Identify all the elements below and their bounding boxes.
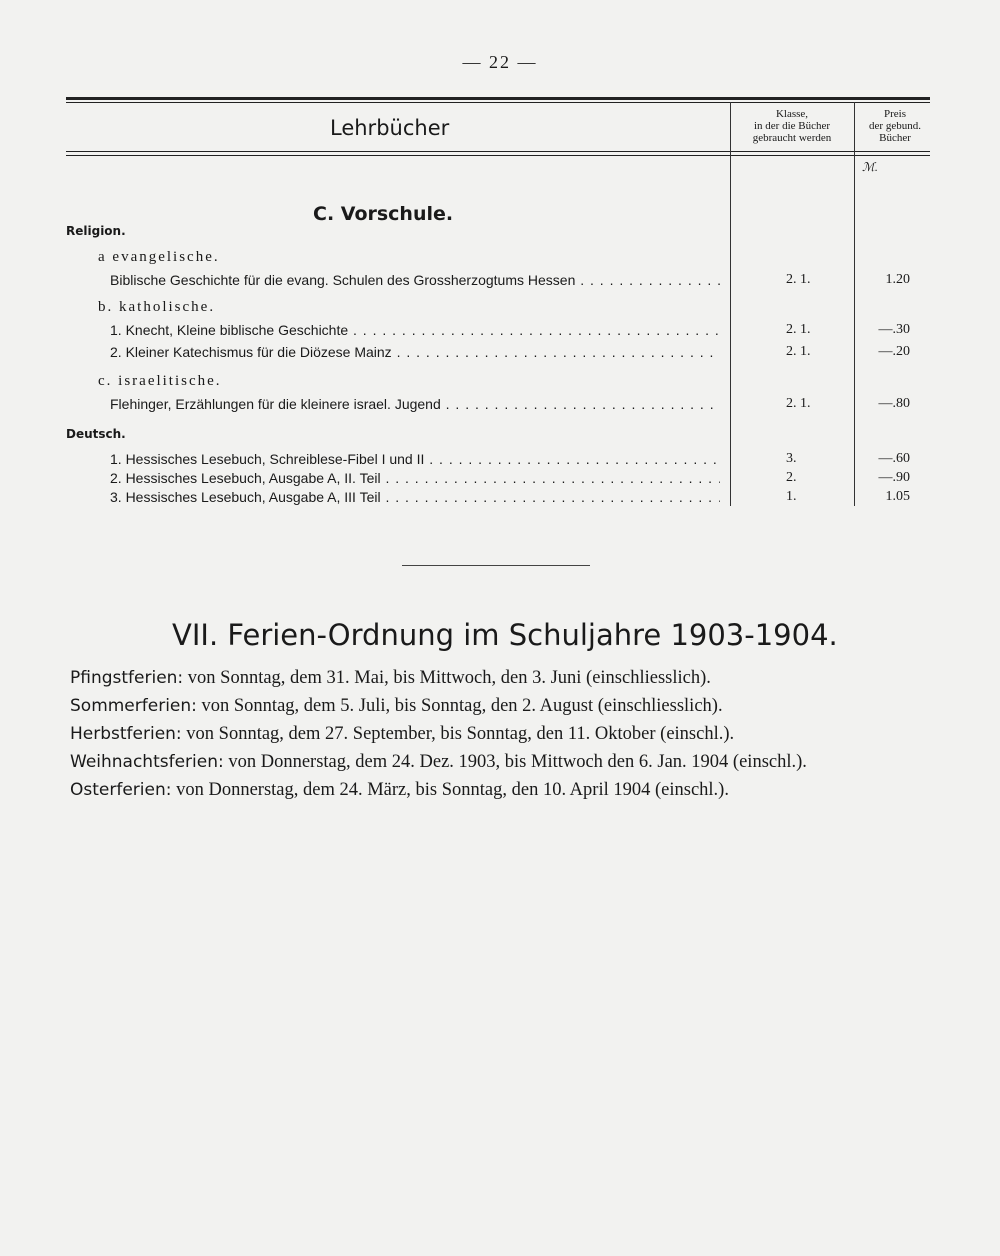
book-price: —.20 [878,344,910,359]
ferien-label: Pfingstferien: [70,668,184,688]
book-class: 2. [786,470,797,485]
book-price: —.60 [878,451,910,466]
ferien-heading: VII. Ferien-Ordnung im Schuljahre 1903-1904. [172,618,838,652]
section-divider [402,565,590,566]
page-number: — 22 — [462,52,538,72]
book-price: —.30 [878,322,910,337]
header-preis: Preis der gebund. Bücher [869,108,921,144]
table-row [110,344,920,362]
subcategory-katholische: b. katholische. [98,299,216,315]
ferien-label: Weihnachtsferien: [70,752,224,772]
header-rule-top-thin [66,102,930,103]
book-title: 2. Kleiner Katechismus für die Diözese Mainz . . . [110,344,720,360]
book-price: 1.20 [885,272,910,287]
ferien-label: Osterferien: [70,780,172,800]
book-title: 1. Knecht, Kleine biblische Geschichte . . . [110,322,720,338]
book-title: 1. Hessisches Lesebuch, Schreiblese-Fibel I und II . . . [110,451,720,467]
book-title: 2. Hessisches Lesebuch, Ausgabe A, II. Teil . . . [110,470,720,486]
ferien-line [70,752,807,773]
subcategory-evangelische: a evangelische. [98,249,220,265]
column-divider-preis [854,102,855,506]
book-class: 3. [786,451,797,466]
currency-symbol: ℳ. [862,160,878,174]
book-class: 2. 1. [786,322,811,337]
header-title: Lehrbücher [330,116,450,140]
header-rule-bottom [66,151,930,152]
book-class: 2. 1. [786,272,811,287]
category-religion: Religion. [66,224,126,238]
ferien-text: von Donnerstag, dem 24. Dez. 1903, bis Mittwoch den 6. Jan. 1904 (einschl.). [228,752,807,772]
table-row [110,451,920,469]
subcategory-israelitische: c. israelitische. [98,373,222,389]
category-deutsch: Deutsch. [66,427,126,441]
header-klasse: Klasse, in der die Bücher gebraucht werden [752,108,832,144]
ferien-text: von Sonntag, dem 27. September, bis Sonntag, den 11. Oktober (einschl.). [186,724,735,744]
book-price: —.90 [878,470,910,485]
header-rule-top [66,97,930,100]
header-rule-bottom-thin [66,155,930,156]
ferien-text: von Sonntag, dem 31. Mai, bis Mittwoch, den 3. Juni (einschliesslich). [187,668,711,688]
book-class: 2. 1. [786,344,811,359]
book-price: 1.05 [885,489,910,504]
ferien-line [70,780,729,801]
book-title: 3. Hessisches Lesebuch, Ausgabe A, III Teil . . . [110,489,720,505]
table-row [110,396,920,414]
section-title: C. Vorschule. [313,203,454,225]
book-title: Flehinger, Erzählungen für die kleinere israel. Jugend . . . [110,396,720,412]
book-class: 1. [786,489,797,504]
table-row [110,489,920,507]
ferien-text: von Donnerstag, dem 24. März, bis Sonntag, den 10. April 1904 (einschl.). [176,780,729,800]
ferien-label: Sommerferien: [70,696,197,716]
book-class: 2. 1. [786,396,811,411]
book-title: Biblische Geschichte für die evang. Schulen des Grossherzogtums Hessen . . . [110,272,720,288]
table-row [110,272,920,290]
column-divider-klasse [730,102,731,506]
table-row [110,322,920,340]
ferien-label: Herbstferien: [70,724,182,744]
ferien-text: von Sonntag, dem 5. Juli, bis Sonntag, den 2. August (einschliesslich). [201,696,723,716]
ferien-line [70,696,723,717]
ferien-line [70,668,711,689]
table-row [110,470,920,488]
book-price: —.80 [878,396,910,411]
ferien-line [70,724,734,745]
